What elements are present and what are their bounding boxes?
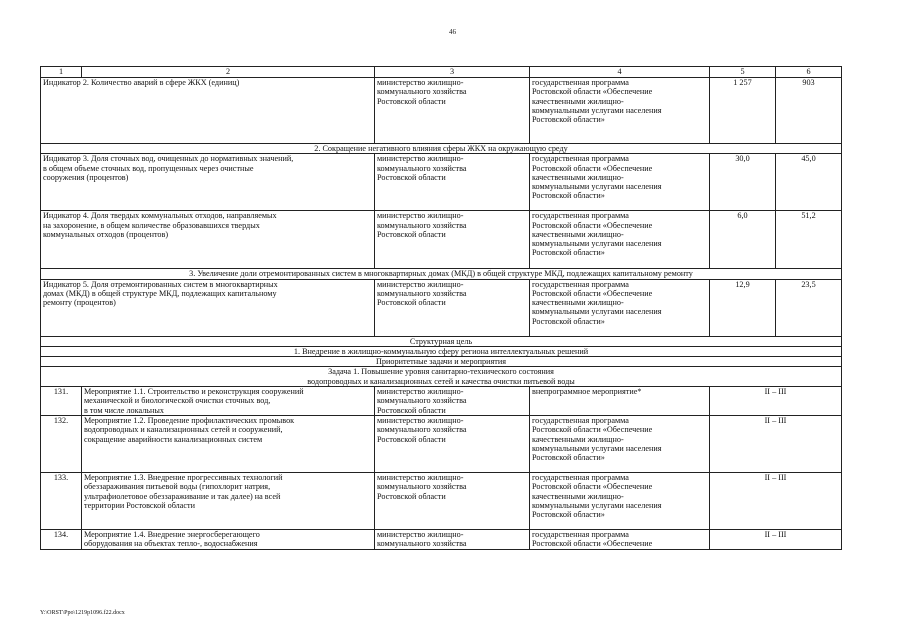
measure-row <box>41 387 842 416</box>
priority-row <box>41 357 842 367</box>
value-col5: 12,9 <box>710 279 776 336</box>
task-heading: Задача 1. Повышение уровня санитарно-технического состояния водопроводных и канализационных сетей и качества очистки питьевой воды <box>41 367 842 387</box>
program-cell: государственная программа Ростовской области «Обеспечение качественными жилищно- коммунальными услугами населения Ростовской области» <box>530 78 710 144</box>
indicator-text: Индикатор 3. Доля сточных вод, очищенных до нормативных значений, в общем объеме сточных вод, пропущенных через очистные сооружения (процентов) <box>41 154 375 211</box>
value-col5: 6,0 <box>710 211 776 269</box>
indicator-text: Индикатор 2. Количество аварий в сфере ЖКХ (единиц) <box>41 78 375 144</box>
measure-row <box>41 473 842 530</box>
value-col6: 45,0 <box>776 154 842 211</box>
measure-text: Мероприятие 1.1. Строительство и реконструкция сооружений механической и биологической очистки сточных вод, в том числе локальных <box>82 387 375 416</box>
structural-goal-heading: Структурная цель <box>41 336 842 346</box>
ministry-cell: министерство жилищно- коммунального хозяйства Ростовской области <box>375 473 530 530</box>
measure-number: 131. <box>41 387 82 416</box>
program-cell: государственная программа Ростовской области «Обеспечение качественными жилищно- коммунальными услугами населения Ростовской области» <box>530 473 710 530</box>
measure-text: Мероприятие 1.2. Проведение профилактических промывок водопроводных и канализационных сетей и сооружений, сокращение аварийности канализационных систем <box>82 416 375 473</box>
period-cell: II – III <box>710 530 842 550</box>
goal-row <box>41 346 842 356</box>
program-cell: внепрограммное мероприятие* <box>530 387 710 416</box>
measure-text: Мероприятие 1.4. Внедрение энергосберегающего оборудования на объектах тепло-, водоснабжения <box>82 530 375 550</box>
ministry-cell: министерство жилищно- коммунального хозяйства Ростовской области <box>375 387 530 416</box>
section-heading: 2. Сокращение негативного влияния сферы ЖКХ на окружающую среду <box>41 144 842 154</box>
indicator-row <box>41 78 842 144</box>
indicator-row <box>41 154 842 211</box>
footer-file-path: Y:\ORST\Ppo\1219p1096.f22.docx <box>40 610 125 616</box>
measure-number: 133. <box>41 473 82 530</box>
measure-text: Мероприятие 1.3. Внедрение прогрессивных технологий обеззараживания питьевой воды (гипохлорит натрия, ультрафиолетовое обеззараживание и так далее) на всей территории Ростовской области <box>82 473 375 530</box>
indicator-text: Индикатор 4. Доля твердых коммунальных отходов, направляемых на захоронение, в общем количестве образовавшихся твердых коммунальных отходов (процентов) <box>41 211 375 269</box>
ministry-cell: министерство жилищно- коммунального хозяйства Ростовской области <box>375 416 530 473</box>
period-cell: II – III <box>710 387 842 416</box>
measure-number: 132. <box>41 416 82 473</box>
section-heading: 3. Увеличение доли отремонтированных систем в многоквартирных домах (МКД) в общей структуре МКД, подлежащих капитальному ремонту <box>41 269 842 279</box>
value-col6: 51,2 <box>776 211 842 269</box>
strategy-table <box>40 66 842 550</box>
priority-heading: Приоритетные задачи и мероприятия <box>41 357 842 367</box>
header-cell: 1 <box>41 67 82 78</box>
structural-goal-row <box>41 336 842 346</box>
task-row <box>41 367 842 387</box>
value-col5: 30,0 <box>710 154 776 211</box>
period-cell: II – III <box>710 473 842 530</box>
section-row <box>41 269 842 279</box>
goal-heading: 1. Внедрение в жилищно-коммунальную сферу региона интеллектуальных решений <box>41 346 842 356</box>
page-number: 46 <box>449 28 456 36</box>
value-col6: 903 <box>776 78 842 144</box>
header-cell: 2 <box>82 67 375 78</box>
header-cell: 5 <box>710 67 776 78</box>
program-cell: государственная программа Ростовской области «Обеспечение качественными жилищно- коммунальными услугами населения Ростовской области» <box>530 416 710 473</box>
indicator-row <box>41 279 842 336</box>
indicator-text: Индикатор 5. Доля отремонтированных систем в многоквартирных домах (МКД) в общей структуре МКД, подлежащих капитальному ремонту (процентов) <box>41 279 375 336</box>
measure-row <box>41 416 842 473</box>
value-col5: 1 257 <box>710 78 776 144</box>
program-cell: государственная программа Ростовской области «Обеспечение качественными жилищно- коммунальными услугами населения Ростовской области» <box>530 279 710 336</box>
header-cell: 3 <box>375 67 530 78</box>
header-cell: 6 <box>776 67 842 78</box>
ministry-cell: министерство жилищно- коммунального хозяйства Ростовской области <box>375 279 530 336</box>
period-cell: II – III <box>710 416 842 473</box>
ministry-cell: министерство жилищно- коммунального хозяйства Ростовской области <box>375 78 530 144</box>
ministry-cell: министерство жилищно- коммунального хозяйства Ростовской области <box>375 211 530 269</box>
program-cell: государственная программа Ростовской области «Обеспечение качественными жилищно- коммунальными услугами населения Ростовской области» <box>530 211 710 269</box>
header-row <box>41 67 842 78</box>
program-cell: государственная программа Ростовской области «Обеспечение <box>530 530 710 550</box>
ministry-cell: министерство жилищно- коммунального хозяйства <box>375 530 530 550</box>
indicator-row <box>41 211 842 269</box>
header-cell: 4 <box>530 67 710 78</box>
program-cell: государственная программа Ростовской области «Обеспечение качественными жилищно- коммунальными услугами населения Ростовской области» <box>530 154 710 211</box>
measure-number: 134. <box>41 530 82 550</box>
ministry-cell: министерство жилищно- коммунального хозяйства Ростовской области <box>375 154 530 211</box>
section-row <box>41 144 842 154</box>
measure-row <box>41 530 842 550</box>
value-col6: 23,5 <box>776 279 842 336</box>
